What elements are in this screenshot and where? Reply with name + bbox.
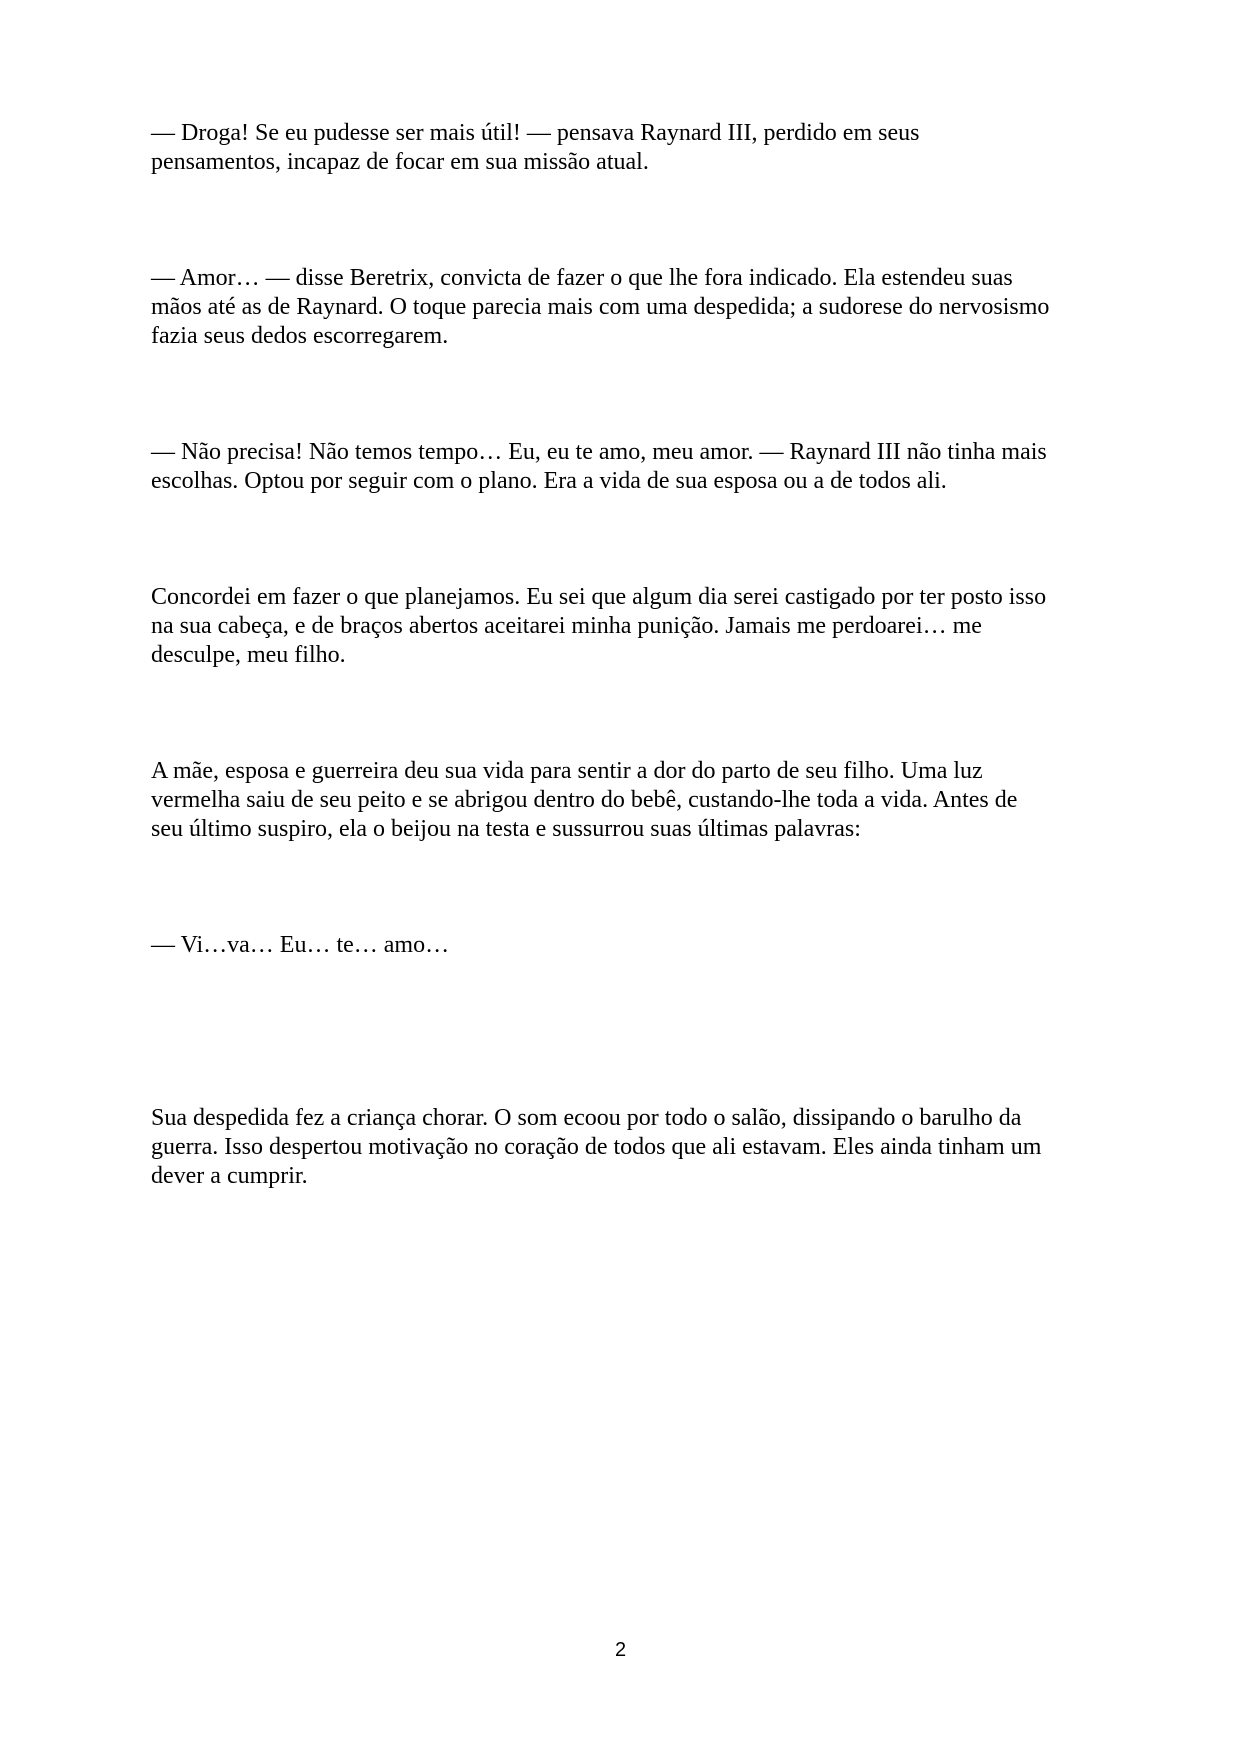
text-line: — Droga! Se eu pudesse ser mais útil! — pensava Raynard III, perdido em seus xyxy=(151,120,920,146)
text-line: fazia seus dedos escorregarem. xyxy=(151,323,449,349)
text-line: seu último suspiro, ela o beijou na testa e sussurrou suas últimas palavras: xyxy=(151,816,861,842)
text-line: dever a cumprir. xyxy=(151,1163,308,1189)
text-line: Sua despedida fez a criança chorar. O som ecoou por todo o salão, dissipando o barulho da xyxy=(151,1105,1022,1131)
paragraph-6 xyxy=(151,931,1111,960)
text-line: — Amor… — disse Beretrix, convicta de fazer o que lhe fora indicado. Ela estendeu suas xyxy=(151,265,1013,291)
paragraph-1 xyxy=(151,119,1111,177)
text-line: escolhas. Optou por seguir com o plano. Era a vida de sua esposa ou a de todos ali. xyxy=(151,468,947,494)
text-line: desculpe, meu filho. xyxy=(151,642,346,668)
paragraph-7 xyxy=(151,1104,1111,1191)
text-line: A mãe, esposa e guerreira deu sua vida para sentir a dor do parto de seu filho. Uma luz xyxy=(151,758,983,784)
paragraph-4 xyxy=(151,583,1111,670)
paragraph-5 xyxy=(151,757,1111,844)
paragraph-2 xyxy=(151,264,1111,351)
text-line: na sua cabeça, e de braços abertos aceitarei minha punição. Jamais me perdoarei… me xyxy=(151,613,982,639)
text-line: guerra. Isso despertou motivação no coração de todos que ali estavam. Eles ainda tinham um xyxy=(151,1134,1042,1160)
text-line: vermelha saiu de seu peito e se abrigou dentro do bebê, custando-lhe toda a vida. Antes de xyxy=(151,787,1018,813)
text-line: — Não precisa! Não temos tempo… Eu, eu te amo, meu amor. — Raynard III não tinha mais xyxy=(151,439,1047,465)
text-line: — Vi…va… Eu… te… amo… xyxy=(151,932,450,958)
text-line: Concordei em fazer o que planejamos. Eu sei que algum dia serei castigado por ter posto isso xyxy=(151,584,1047,610)
paragraph-3 xyxy=(151,438,1111,496)
text-line: pensamentos, incapaz de focar em sua missão atual. xyxy=(151,149,649,175)
text-line: mãos até as de Raynard. O toque parecia mais com uma despedida; a sudorese do nervosismo xyxy=(151,294,1050,320)
page-number: 2 xyxy=(614,1639,627,1661)
